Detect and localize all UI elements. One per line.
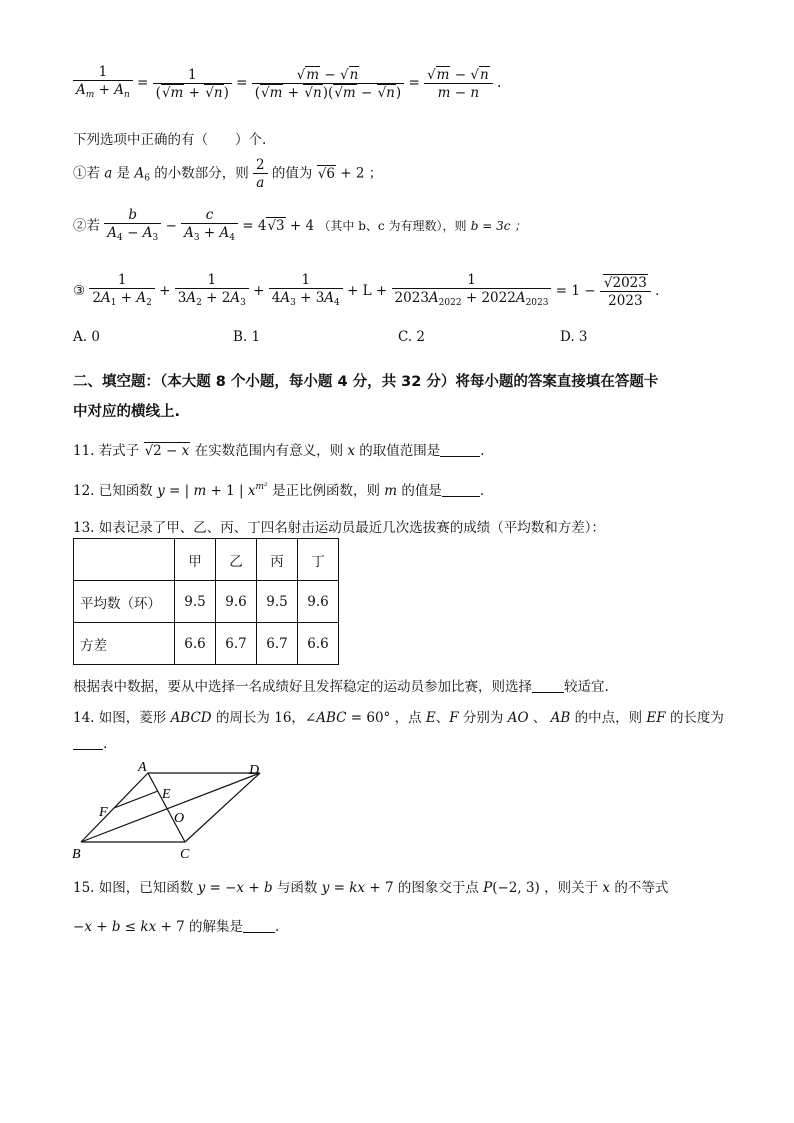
table-cell: 9.6: [216, 581, 257, 623]
q15-line2: −x + b ≤ kx + 7 的解集是 .: [73, 919, 280, 935]
table-cell: 9.5: [257, 581, 298, 623]
table-header: 乙: [216, 539, 257, 581]
table-cell: 6.7: [257, 623, 298, 665]
label-a: A: [138, 760, 147, 775]
q14-blank-line: .: [73, 736, 107, 752]
table-cell: [74, 539, 175, 581]
table-row: [74, 623, 339, 665]
q10-choice-a: A. 0: [73, 329, 100, 345]
q10-item-2: ②若 $\frac{b}{A_4 - A_3}$ − $\frac{c}{A_3 + A_4}$ = 4√3 + 4 （其中 b、c 为有理数），则 b = 3c ；: [73, 207, 526, 246]
label-b: B: [72, 847, 81, 862]
q10-lead: 下列选项中正确的有（ ）个.: [73, 132, 267, 148]
label-o: O: [174, 811, 185, 826]
diagonal-ac: [148, 773, 185, 842]
section-heading-cont: 中对应的横线上.: [73, 404, 181, 420]
rhombus-figure: [70, 758, 280, 868]
q10-choice-d: D. 3: [560, 329, 588, 345]
q10-item-3: ③ $\frac{1}{2A_1 + A_2}$ + $\frac{1}{3A_2 + 2A_3}$ + $\frac{1}{4A_3 + 3A_4}$ + L + $\frac{1}{2023A_{2022} + 2022A_{2023}}$ = 1 − $\frac{√2023}{2023}$ .: [73, 272, 659, 311]
answer-blank: [73, 749, 103, 750]
scores-table: [73, 538, 339, 665]
label-d: D: [249, 763, 260, 778]
table-header: 丁: [298, 539, 339, 581]
section-heading: 二、填空题：（本大题 8 个小题，每小题 4 分，共 32 分）将每小题的答案直接填在答题卡: [73, 374, 659, 390]
q10-item-1: ①若 a 是 $A_6$ 的小数部分，则 $\frac{2}{a}$ 的值为 √6 + 2 ；: [73, 157, 383, 191]
top-formula: $\frac{1}{A_m + A_n}$ = $\frac{1}{(√m + √n)}$ = $\frac{√m - √n}{(√m + √n)(√m - √n)}$ = $\frac{√m - √n}{m - n}$ .: [73, 64, 501, 103]
q11: 11. 若式子 √2 − x 在实数范围内有意义，则 x 的取值范围是 .: [73, 443, 485, 459]
q14: 14. 如图，菱形 ABCD 的周长为 16，∠ABC = 60° ，点 E、F 分别为 AO 、 AB 的中点，则 EF 的长度为: [73, 710, 724, 726]
table-row: [74, 539, 339, 581]
q12: 12. 已知函数 y = | m + 1 | $x^{m^2}$ 是正比例函数，则 m 的值是 .: [73, 482, 485, 499]
q10-choice-c: C. 2: [398, 329, 426, 345]
fraction: $\frac{√m - √n}{(√m + √n)(√m - √n)}$: [252, 67, 404, 101]
table-cell: 6.7: [216, 623, 257, 665]
q13-text: 13. 如表记录了甲、乙、丙、丁四名射击运动员最近几次选拔赛的成绩（平均数和方差）：: [73, 520, 606, 536]
table-cell: 6.6: [298, 623, 339, 665]
label-f: F: [99, 805, 108, 820]
answer-blank: [243, 932, 275, 933]
answer-blank: [442, 496, 480, 497]
diagonal-bd: [81, 773, 260, 842]
q10-choice-b: B. 1: [233, 329, 261, 345]
label-e: E: [162, 787, 171, 802]
fraction: $\frac{1}{A_m + A_n}$: [73, 64, 133, 103]
row-label: 方差: [74, 623, 175, 665]
segment-ef: [114, 791, 158, 808]
side-dc: [185, 773, 260, 842]
answer-blank: [532, 692, 564, 693]
fraction: $\frac{1}{(√m + √n)}$: [153, 67, 232, 101]
answer-blank: [440, 456, 480, 457]
table-cell: 9.6: [298, 581, 339, 623]
table-row: [74, 581, 339, 623]
q13-followup: 根据表中数据，要从中选择一名成绩好且发挥稳定的运动员参加比赛，则选择 较适宜.: [73, 679, 609, 695]
q15: 15. 如图，已知函数 y = −x + b 与函数 y = kx + 7 的图象交于点 P(−2, 3) ，则关于 x 的不等式: [73, 880, 669, 896]
table-cell: 9.5: [175, 581, 216, 623]
table-header: 甲: [175, 539, 216, 581]
row-label: 平均数（环）: [74, 581, 175, 623]
label-c: C: [180, 847, 190, 862]
table-header: 丙: [257, 539, 298, 581]
table-cell: 6.6: [175, 623, 216, 665]
fraction: $\frac{√m - √n}{m - n}$: [424, 67, 493, 101]
